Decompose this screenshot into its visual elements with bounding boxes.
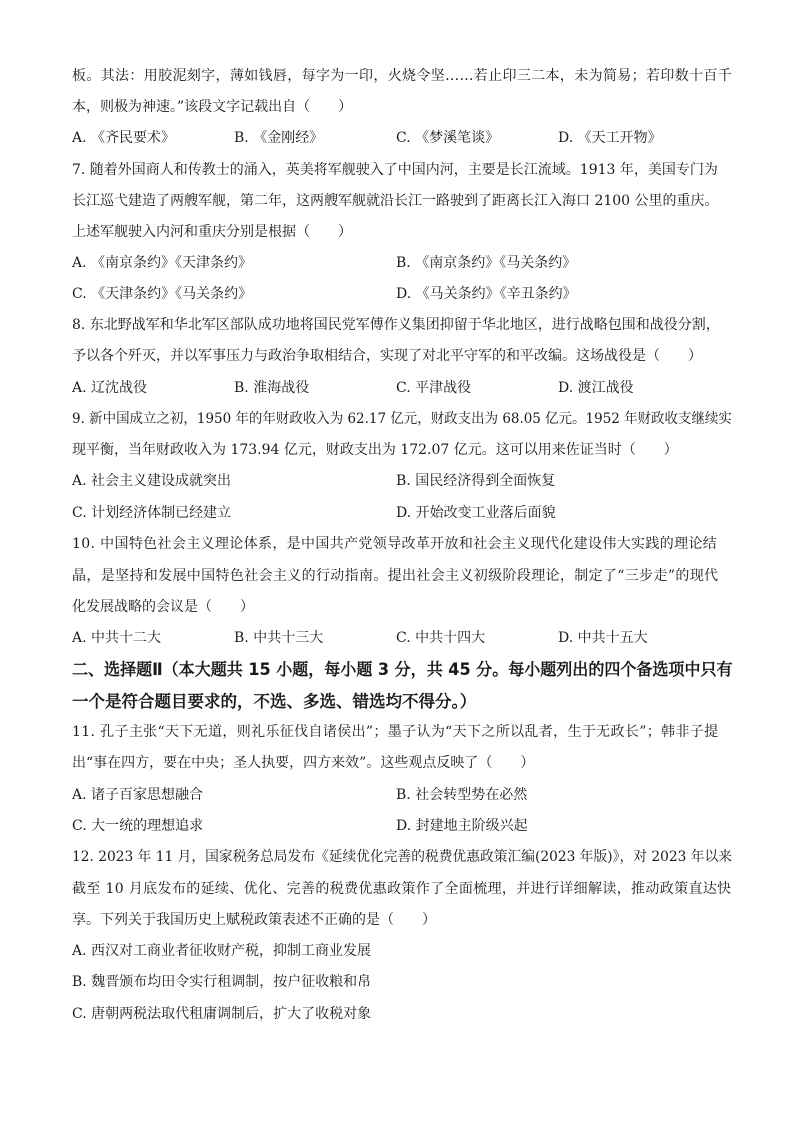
question-10-option-c: C. 中共十四大 bbox=[396, 630, 486, 646]
question-11-option-d: D. 封建地主阶级兴起 bbox=[396, 818, 528, 834]
question-10-text-line-2: 晶，是坚持和发展中国特色社会主义的行动指南。提出社会主义初级阶段理论，制定了“三步走”的现代 bbox=[72, 568, 719, 584]
question-10-option-b: B. 中共十三大 bbox=[234, 630, 324, 646]
question-10-option-d: D. 中共十五大 bbox=[558, 630, 648, 646]
question-7-text-line-1: 7. 随着外国商人和传教士的涌入，英美将军舰驶入了中国内河，主要是长江流域。1913 年，美国专门为 bbox=[72, 162, 718, 178]
question-11-text-line-2: 出“事在四方，要在中央；圣人执要，四方来效”。这些观点反映了（ ） bbox=[72, 755, 535, 771]
question-12-option-c: C. 唐朝两税法取代租庸调制后，扩大了收税对象 bbox=[72, 1006, 372, 1022]
question-6-option-c: C. 《梦溪笔谈》 bbox=[396, 130, 500, 146]
question-7-option-c: C. 《天津条约》《马关条约》 bbox=[72, 286, 253, 302]
question-9-option-b: B. 国民经济得到全面恢复 bbox=[396, 473, 556, 489]
question-11-option-b: B. 社会转型势在必然 bbox=[396, 787, 528, 803]
question-10-text-line-1: 10. 中国特色社会主义理论体系，是中国共产党领导改革开放和社会主义现代化建设伟大实践的理论结 bbox=[72, 536, 718, 552]
question-6-option-b: B. 《金刚经》 bbox=[234, 130, 324, 146]
question-9-option-a: A. 社会主义建设成就突出 bbox=[72, 473, 232, 489]
question-6-text-line-1: 板。其法：用胶泥刻字，薄如钱唇，每字为一印，火烧令坚……若止印三二本，未为简易；若印数十百千 bbox=[72, 68, 733, 84]
question-6-text-line-2: 本，则极为神速。”该段文字记载出自（ ） bbox=[72, 99, 353, 115]
question-12-text-line-3: 享。下列关于我国历史上赋税政策表述不正确的是（ ） bbox=[72, 912, 436, 928]
question-12-text-line-1: 12. 2023 年 11 月，国家税务总局发布《延续优化完善的税费优惠政策汇编(2023 年版)》，对 2023 年以来 bbox=[72, 849, 732, 865]
question-9-text-line-2: 现平衡，当年财政收入为 173.94 亿元，财政支出为 172.07 亿元。这可以用来佐证当时（ ） bbox=[72, 442, 678, 458]
question-7-text-line-3: 上述军舰驶入内河和重庆分别是根据（ ） bbox=[72, 224, 352, 240]
question-8-option-b: B. 淮海战役 bbox=[234, 380, 310, 396]
question-8-text-line-2: 予以各个歼灭，并以军事压力与政治争取相结合，实现了对北平守军的和平改编。这场战役是（ ） bbox=[72, 348, 702, 364]
question-11-option-a: A. 诸子百家思想融合 bbox=[72, 787, 204, 803]
question-8-option-a: A. 辽沈战役 bbox=[72, 380, 148, 396]
section-2-heading-line-1: 二、选择题Ⅱ（本大题共 15 小题，每小题 3 分，共 45 分。每小题列出的四个备选项中只有 bbox=[72, 660, 733, 679]
question-7-text-line-2: 长江巡弋建造了两艘军舰，第二年，这两艘军舰就沿长江一路驶到了距离长江入海口 2100 公里的重庆。 bbox=[72, 193, 719, 209]
question-12-option-b: B. 魏晋颁布均田令实行租调制，按户征收粮和帛 bbox=[72, 974, 372, 990]
question-9-text-line-1: 9. 新中国成立之初，1950 年的年财政收入为 62.17 亿元，财政支出为 68.05 亿元。1952 年财政收支继续实 bbox=[72, 411, 732, 427]
question-11-option-c: C. 大一统的理想追求 bbox=[72, 818, 204, 834]
section-2-heading-line-2: 一个是符合题目要求的，不选、多选、错选均不得分。） bbox=[72, 692, 477, 711]
question-11-text-line-1: 11. 孔子主张“天下无道，则礼乐征伐自诸侯出”；墨子认为“天下之所以乱者，生于无政长”；韩非子提 bbox=[72, 724, 719, 740]
question-8-text-line-1: 8. 东北野战军和华北军区部队成功地将国民党军傅作义集团抑留于华北地区，进行战略包围和战役分割， bbox=[72, 317, 720, 333]
question-12-text-line-2: 截至 10 月底发布的延续、优化、完善的税费优惠政策作了全面梳理，并进行详细解读，推动政策直达快 bbox=[72, 881, 732, 897]
question-9-option-d: D. 开始改变工业落后面貌 bbox=[396, 505, 556, 521]
question-10-text-line-3: 化发展战略的会议是（ ） bbox=[72, 599, 254, 615]
question-8-option-c: C. 平津战役 bbox=[396, 380, 472, 396]
question-9-option-c: C. 计划经济体制已经建立 bbox=[72, 505, 232, 521]
question-12-option-a: A. 西汉对工商业者征收财产税，抑制工商业发展 bbox=[72, 943, 372, 959]
question-6-option-a: A. 《齐民要术》 bbox=[72, 130, 176, 146]
question-7-option-a: A. 《南京条约》《天津条约》 bbox=[72, 255, 253, 271]
question-10-option-a: A. 中共十二大 bbox=[72, 630, 162, 646]
question-7-option-d: D. 《马关条约》《辛丑条约》 bbox=[396, 286, 577, 302]
question-8-option-d: D. 渡江战役 bbox=[558, 380, 634, 396]
question-6-option-d: D. 《天工开物》 bbox=[558, 130, 662, 146]
question-7-option-b: B. 《南京条约》《马关条约》 bbox=[396, 255, 577, 271]
